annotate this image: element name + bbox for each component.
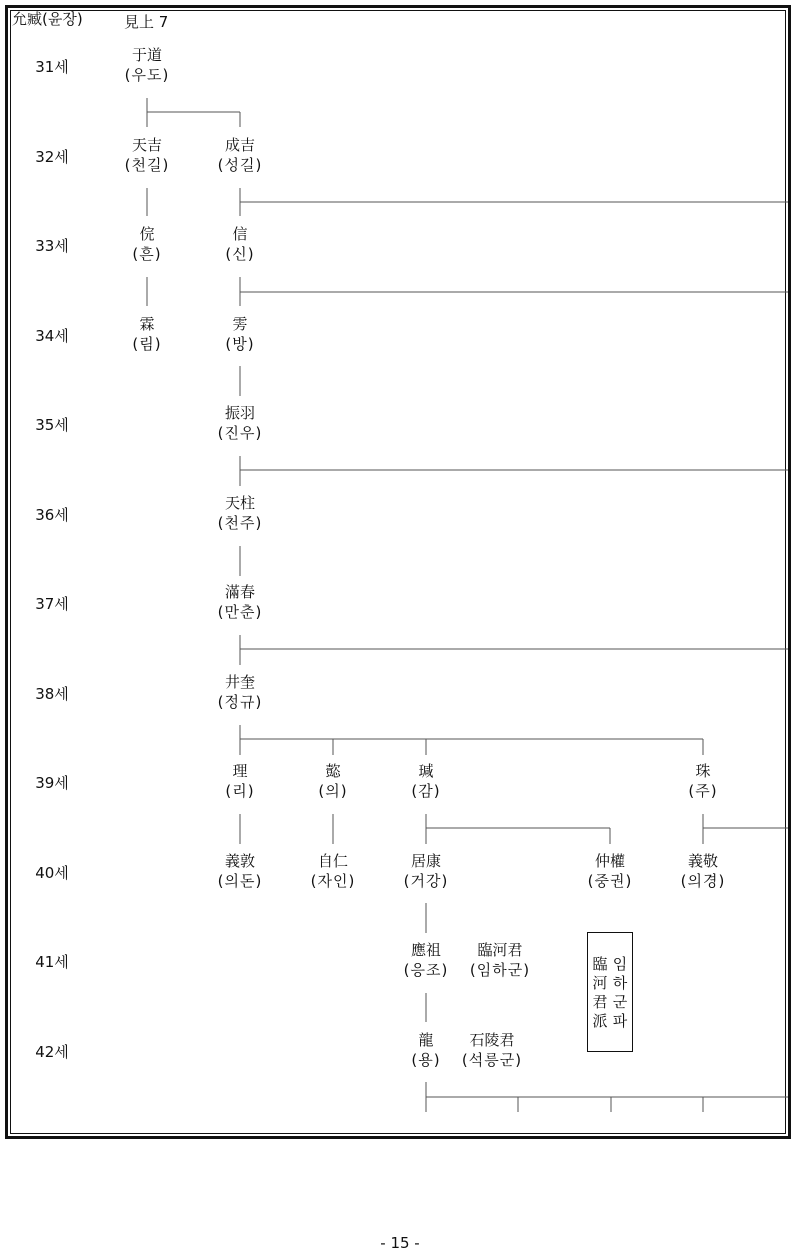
person-hangul: (신) xyxy=(225,245,255,263)
generation-label: 33세 xyxy=(35,237,69,255)
person-hangul: (주) xyxy=(688,782,718,800)
title-hangul: (석릉군) xyxy=(461,1051,523,1069)
person-hangul: (흔) xyxy=(132,245,162,263)
person-hangul: (만춘) xyxy=(217,603,263,621)
person-hanja: 理 xyxy=(232,762,248,780)
branch-hangul: 임하군파 xyxy=(612,955,628,1030)
person-hangul: (리) xyxy=(225,782,255,800)
person-hanja: 雱 xyxy=(232,315,248,333)
person-node xyxy=(293,761,373,801)
person-hanja: 井奎 xyxy=(224,673,255,691)
person-hangul: (감) xyxy=(411,782,441,800)
person-hanja: 天吉 xyxy=(131,136,162,154)
person-node xyxy=(386,940,466,980)
person-node xyxy=(200,851,280,891)
person-node xyxy=(663,761,743,801)
generation-label: 37세 xyxy=(35,595,69,613)
person-node xyxy=(200,493,280,533)
person-hanja: 滿春 xyxy=(224,583,255,601)
title-hanja: 臨河君 xyxy=(477,941,523,959)
generation-label: 41세 xyxy=(35,953,69,971)
person-hangul: (천길) xyxy=(124,156,170,174)
person-node xyxy=(200,314,280,354)
person-node xyxy=(107,45,187,85)
generation-label: 42세 xyxy=(35,1043,69,1061)
person-node xyxy=(663,851,743,891)
person-hanja: 信 xyxy=(232,225,248,243)
branch-hanja: 臨河君派 xyxy=(592,955,608,1030)
person-hanja: 霖 xyxy=(139,315,155,333)
person-node xyxy=(200,672,280,712)
person-hangul: (정규) xyxy=(217,693,263,711)
person-hangul: (성길) xyxy=(217,156,263,174)
title-node xyxy=(452,1030,532,1070)
person-hanja: 㦤 xyxy=(325,762,341,780)
person-node xyxy=(107,314,187,354)
title-node xyxy=(460,940,540,980)
person-hanja: 應祖 xyxy=(410,941,441,959)
person-node xyxy=(200,582,280,622)
person-node xyxy=(200,761,280,801)
generation-label: 32세 xyxy=(35,148,69,166)
person-hanja: 龍 xyxy=(418,1031,434,1049)
generation-label: 36세 xyxy=(35,506,69,524)
person-hangul: (의돈) xyxy=(217,872,263,890)
person-hangul: (우도) xyxy=(124,66,170,84)
reference-note: 見上 7 xyxy=(124,13,169,31)
page-number: - 15 - xyxy=(380,1234,420,1252)
person-hanja: 義敦 xyxy=(224,852,255,870)
generation-label: 31세 xyxy=(35,58,69,76)
person-node xyxy=(293,851,373,891)
title-hangul: (임하군) xyxy=(469,961,531,979)
person-hangul: (응조) xyxy=(403,961,449,979)
generation-label: 39세 xyxy=(35,774,69,792)
generation-label: 38세 xyxy=(35,685,69,703)
person-hangul: (자인) xyxy=(310,872,356,890)
person-hangul: (중권) xyxy=(587,872,633,890)
person-node xyxy=(107,135,187,175)
person-hangul: (의) xyxy=(318,782,348,800)
person-node xyxy=(107,224,187,264)
person-hangul: (의경) xyxy=(680,872,726,890)
person-node xyxy=(200,224,280,264)
person-hanja: 瑊 xyxy=(418,762,434,780)
person-hanja: 義敬 xyxy=(687,852,718,870)
person-hanja: 成吉 xyxy=(224,136,255,154)
generation-label: 35세 xyxy=(35,416,69,434)
person-hangul: (용) xyxy=(411,1051,441,1069)
person-hanja: 珠 xyxy=(695,762,711,780)
person-hanja: 天柱 xyxy=(224,494,255,512)
person-node xyxy=(386,851,466,891)
person-hanja: 振羽 xyxy=(224,404,255,422)
generation-label: 34세 xyxy=(35,327,69,345)
person-node xyxy=(386,761,466,801)
person-hanja: 俒 xyxy=(139,225,155,243)
person-hanja: 居康 xyxy=(410,852,441,870)
person-hangul: (거강) xyxy=(403,872,449,890)
person-node xyxy=(570,851,650,891)
person-hangul: (방) xyxy=(225,335,255,353)
person-hangul: (천주) xyxy=(217,514,263,532)
generation-label: 40세 xyxy=(35,864,69,882)
person-hanja: 自仁 xyxy=(317,852,348,870)
person-hangul: (진우) xyxy=(217,424,263,442)
person-hangul: (림) xyxy=(132,335,162,353)
lineage-title: 允臧(윤장) xyxy=(12,10,83,28)
person-hanja: 于道 xyxy=(131,46,162,64)
person-node xyxy=(200,135,280,175)
title-hanja: 石陵君 xyxy=(469,1031,515,1049)
person-hanja: 仲權 xyxy=(594,852,625,870)
person-node xyxy=(200,403,280,443)
branch-label-box xyxy=(587,932,633,1052)
